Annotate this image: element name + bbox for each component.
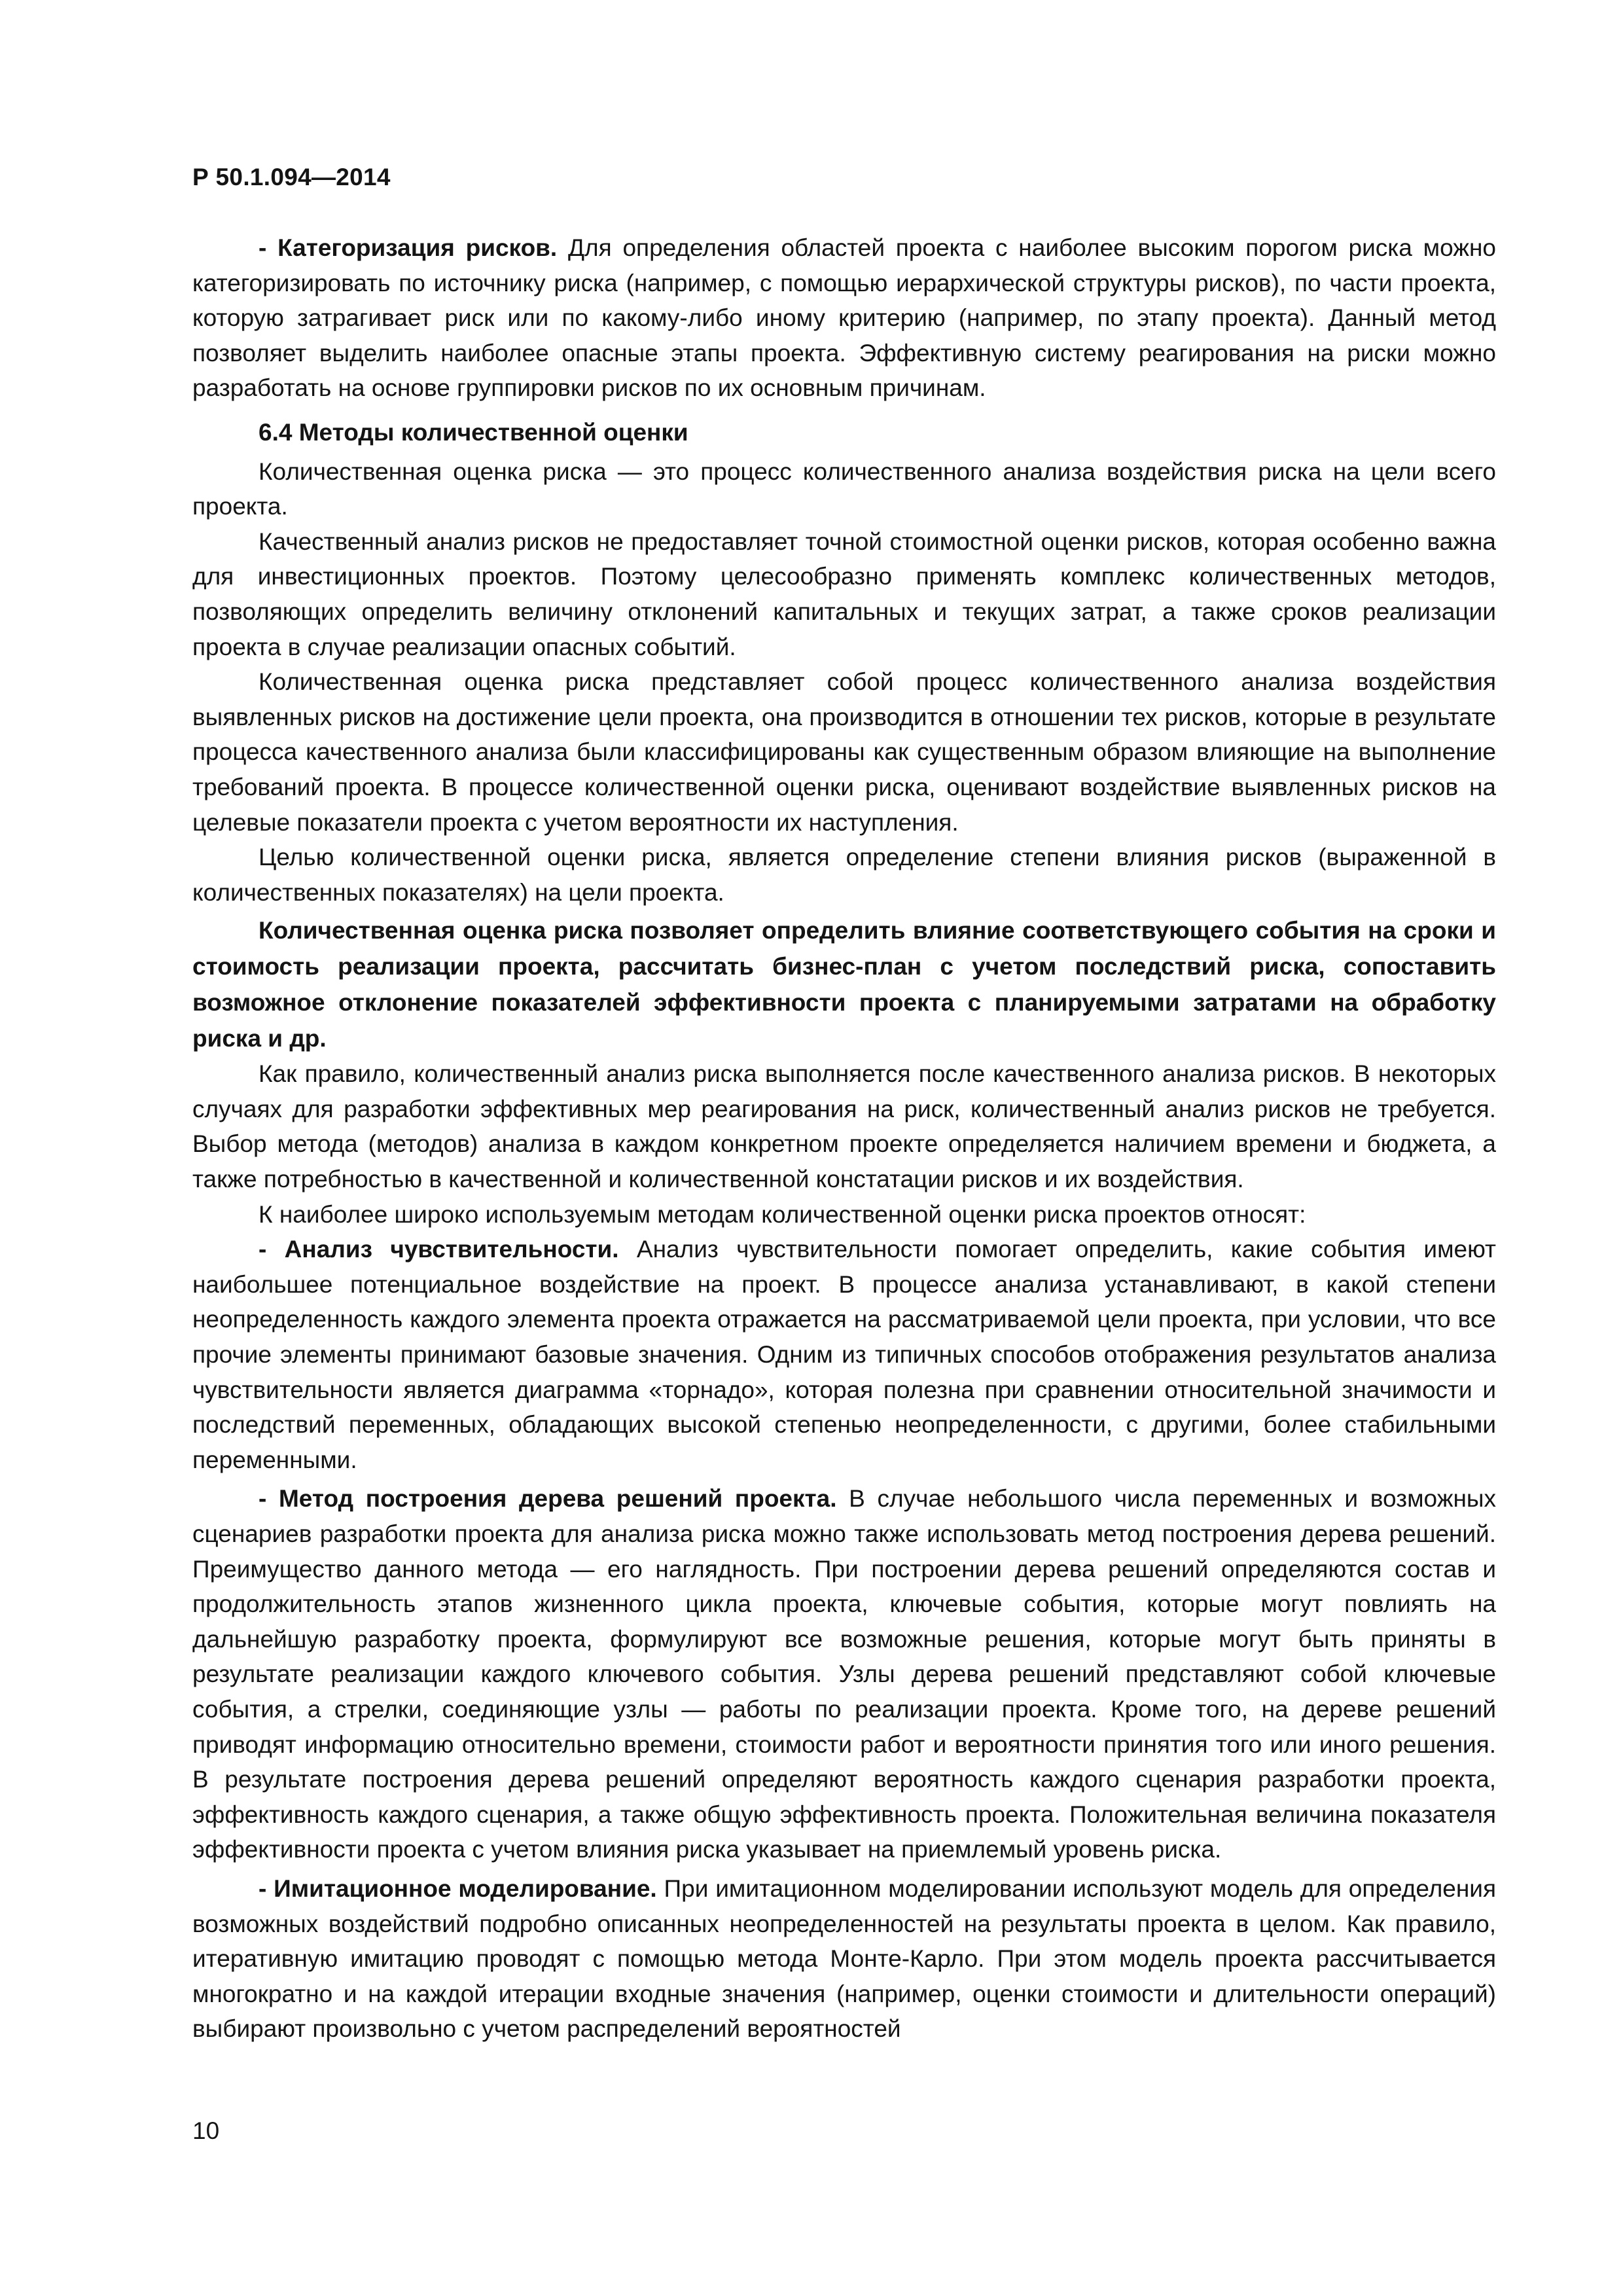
document-body [192, 230, 1496, 2047]
paragraph-decision-tree [192, 1481, 1496, 1867]
item-text: При имитационном моделировании используют модель для определения возможных воздействий подробно описанных неопределенностей на результаты проекта в целом. Как правило, итеративную имитацию проводят с помощью метода Монте-Карло. При этом модель проекта рассчитывается многократно и на каждой итерации входные значения (например, оценки стоимости и длительности операций) выбирают произвольно с учетом распределений вероятностей [192, 1874, 1497, 2043]
item-text: Для определения областей проекта с наиболее высоким порогом риска можно категоризировать по источнику риска (например, с помощью иерархической структуры рисков), по части проекта, которую затрагивает риск или по какому-либо иному критерию (например, по этапу проекта). Данный метод позволяет выделить наиболее опасные этапы проекта. Эффективную систему реагирования на риски можно разработать на основе группировки рисков по их основным причинам. [192, 234, 1496, 402]
paragraph-text: Целью количественной оценки риска, является определение степени влияния рисков (выраженной в количественных показателях) на цели проекта. [192, 844, 1496, 906]
section-heading: 6.4 Методы количественной оценки [259, 418, 688, 446]
item-lead: - Анализ чувствительности. [259, 1236, 619, 1263]
page-number: 10 [192, 2117, 220, 2144]
document-number: Р 50.1.094—2014 [192, 164, 391, 190]
item-text: Анализ чувствительности помогает определить, какие события имеют наибольшее потенциальное воздействие на проект. В процессе анализа устанавливают, в какой степени неопределенность каждого элемента проекта отражается на рассматриваемой цели проекта, при условии, что все прочие элементы принимают базовые значения. Одним из типичных способов отображения результатов анализа чувствительности является диаграмма «торнадо», которая полезна при сравнении относительной значимости и последствий переменных, обладающих высокой степенью неопределенности, с другими, более стабильными переменными. [192, 1236, 1497, 1473]
item-lead: - Метод построения дерева решений проекта. [259, 1485, 837, 1513]
item-text: В случае небольшого числа переменных и возможных сценариев разработки проекта для анализа риска можно также использовать метод построения дерева решений. Преимущество данного метода — его наглядность. При построении дерева решений определяются состав и продолжительность этапов жизненного цикла проекта, ключевые события, которые могут повлиять на дальнейшую разработку проекта, формулируют все возможные решения, которые могут быть приняты в результате реализации каждого ключевого события. Узлы дерева решений представляют собой ключевые события, а стрелки, соединяющие узлы — работы по реализации проекта. Кроме того, на дереве решений приводят информацию относительно времени, стоимости работ и вероятности принятия того или иного решения. В результате построения дерева решений определяют вероятность каждого сценария разработки проекта, эффективность каждого сценария, а также общую эффективность проекта. Положительная величина показателя эффективности проекта с учетом влияния риска указывает на приемлемый уровень риска. [192, 1485, 1496, 1863]
paragraph-text: Количественная оценка риска представляет собой процесс количественного анализа воздействия выявленных рисков на достижение цели проекта, она производится в отношении тех рисков, которые в результате процесса качественного анализа были классифицированы как существенным образом влияющие на выполнение требований проекта. В процессе количественной оценки риска, оценивают воздействие выявленных рисков на целевые показатели проекта с учетом вероятности их наступления. [192, 668, 1496, 836]
item-lead: - Имитационное моделирование. [259, 1874, 657, 1902]
paragraph-sensitivity-analysis [192, 1232, 1496, 1477]
paragraph-text: Как правило, количественный анализ риска выполняется после качественного анализа рисков. В некоторых случаях для разработки эффективных мер реагирования на риск, количественный анализ рисков не требуется. Выбор метода (методов) анализа в каждом конкретном проекте определяется наличием времени и бюджета, а также потребностью в качественной и количественной констатации рисков и их воздействия. [192, 1060, 1496, 1193]
paragraph-text: К наиболее широко используемым методам количественной оценки риска проектов относят: [259, 1200, 1306, 1228]
paragraph-bold-emphasis: Количественная оценка риска позволяет определить влияние соответствующего события на сроки и стоимость реализации проекта, рассчитать бизнес-план с учетом последствий риска, сопоставить возможное отклонение показателей эффективности проекта с планируемыми затратами на обработку риска и др. [192, 917, 1496, 1052]
item-lead: - Категоризация рисков. [259, 234, 558, 261]
paragraph-risk-categorization [192, 230, 1496, 406]
paragraph-text: Качественный анализ рисков не предоставляет точной стоимостной оценки рисков, которая особенно важна для инвестиционных проектов. Поэтому целесообразно применять комплекс количественных методов, позволяющих определить величину отклонений капитальных и текущих затрат, а также сроков реализации проекта в случае реализации опасных событий. [192, 528, 1496, 660]
paragraph-text: Количественная оценка риска — это процесс количественного анализа воздействия риска на цели всего проекта. [192, 457, 1496, 520]
paragraph-simulation-modeling [192, 1871, 1496, 2047]
